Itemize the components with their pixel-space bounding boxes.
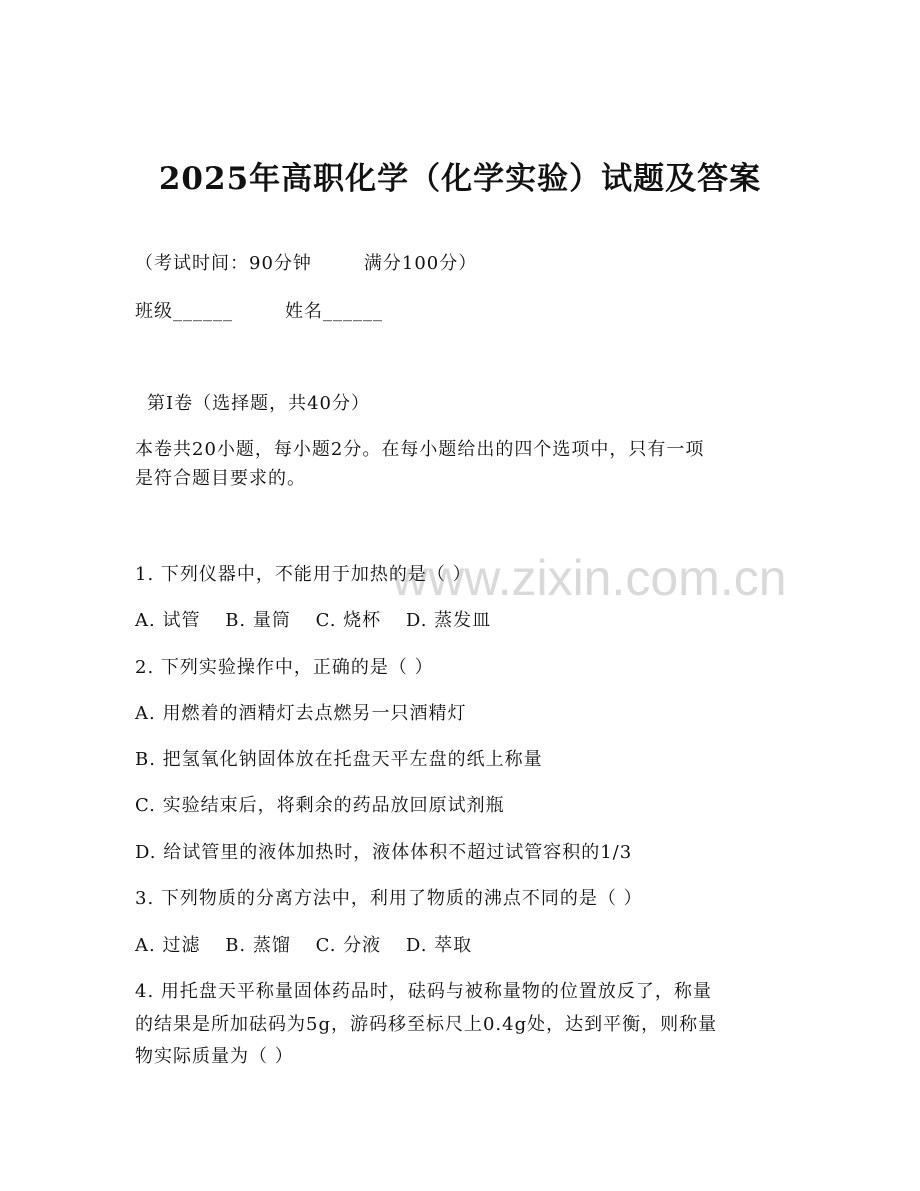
question-2-option-d: D. 给试管里的液体加热时，液体体积不超过试管容积的1/3 xyxy=(135,842,633,863)
student-fields xyxy=(135,299,383,325)
question-2-option-a: A. 用燃着的酒精灯去点燃另一只酒精灯 xyxy=(135,703,467,724)
question-3-stem: 3. 下列物质的分离方法中，利用了物质的沸点不同的是（ ） xyxy=(135,888,643,909)
question-3-options xyxy=(135,933,490,959)
question-2-option-c: C. 实验结束后，将剩余的药品放回原试剂瓶 xyxy=(135,795,505,816)
section-heading: 第Ⅰ卷（选择题，共40分） xyxy=(147,393,371,414)
exam-score: 满分100分） xyxy=(363,253,478,274)
question-1-option-d: D. 蒸发皿 xyxy=(405,610,492,631)
document-title: 2025年高职化学（化学实验）试题及答案 xyxy=(158,161,762,197)
section-instructions-2: 是符合题目要求的。 xyxy=(135,468,306,489)
question-3-option-d: D. 萃取 xyxy=(405,935,473,956)
question-3-option-c: C. 分液 xyxy=(315,935,382,956)
exam-info xyxy=(135,251,477,277)
question-1-option-b: B. 量筒 xyxy=(225,610,291,631)
question-3-option-a: A. 过滤 xyxy=(135,935,201,956)
question-4-stem-3: 物实际质量为（ ） xyxy=(135,1046,294,1067)
class-field: 班级______ xyxy=(135,301,233,322)
question-3-option-b: B. 蒸馏 xyxy=(225,935,291,956)
section-instructions-1: 本卷共20小题，每小题2分。在每小题给出的四个选项中，只有一项 xyxy=(135,439,705,460)
question-1-option-c: C. 烧杯 xyxy=(315,610,382,631)
name-field: 姓名______ xyxy=(285,301,383,322)
question-2-option-b: B. 把氢氧化钠固体放在托盘天平左盘的纸上称量 xyxy=(135,749,543,770)
exam-time: （考试时间：90分钟 xyxy=(135,253,312,274)
question-1-stem: 1. 下列仪器中，不能用于加热的是（ ） xyxy=(135,564,472,585)
watermark: www.zixin.com.cn xyxy=(392,550,787,606)
question-4-stem-2: 的结果是所加砝码为5g，游码移至标尺上0.4g处，达到平衡，则称量 xyxy=(135,1014,718,1035)
question-1-option-a: A. 试管 xyxy=(135,610,201,631)
question-4-stem-1: 4. 用托盘天平称量固体药品时，砝码与被称量物的位置放反了，称量 xyxy=(135,981,712,1002)
question-1-options xyxy=(135,608,509,634)
question-2-stem: 2. 下列实验操作中，正确的是（ ） xyxy=(135,657,434,678)
